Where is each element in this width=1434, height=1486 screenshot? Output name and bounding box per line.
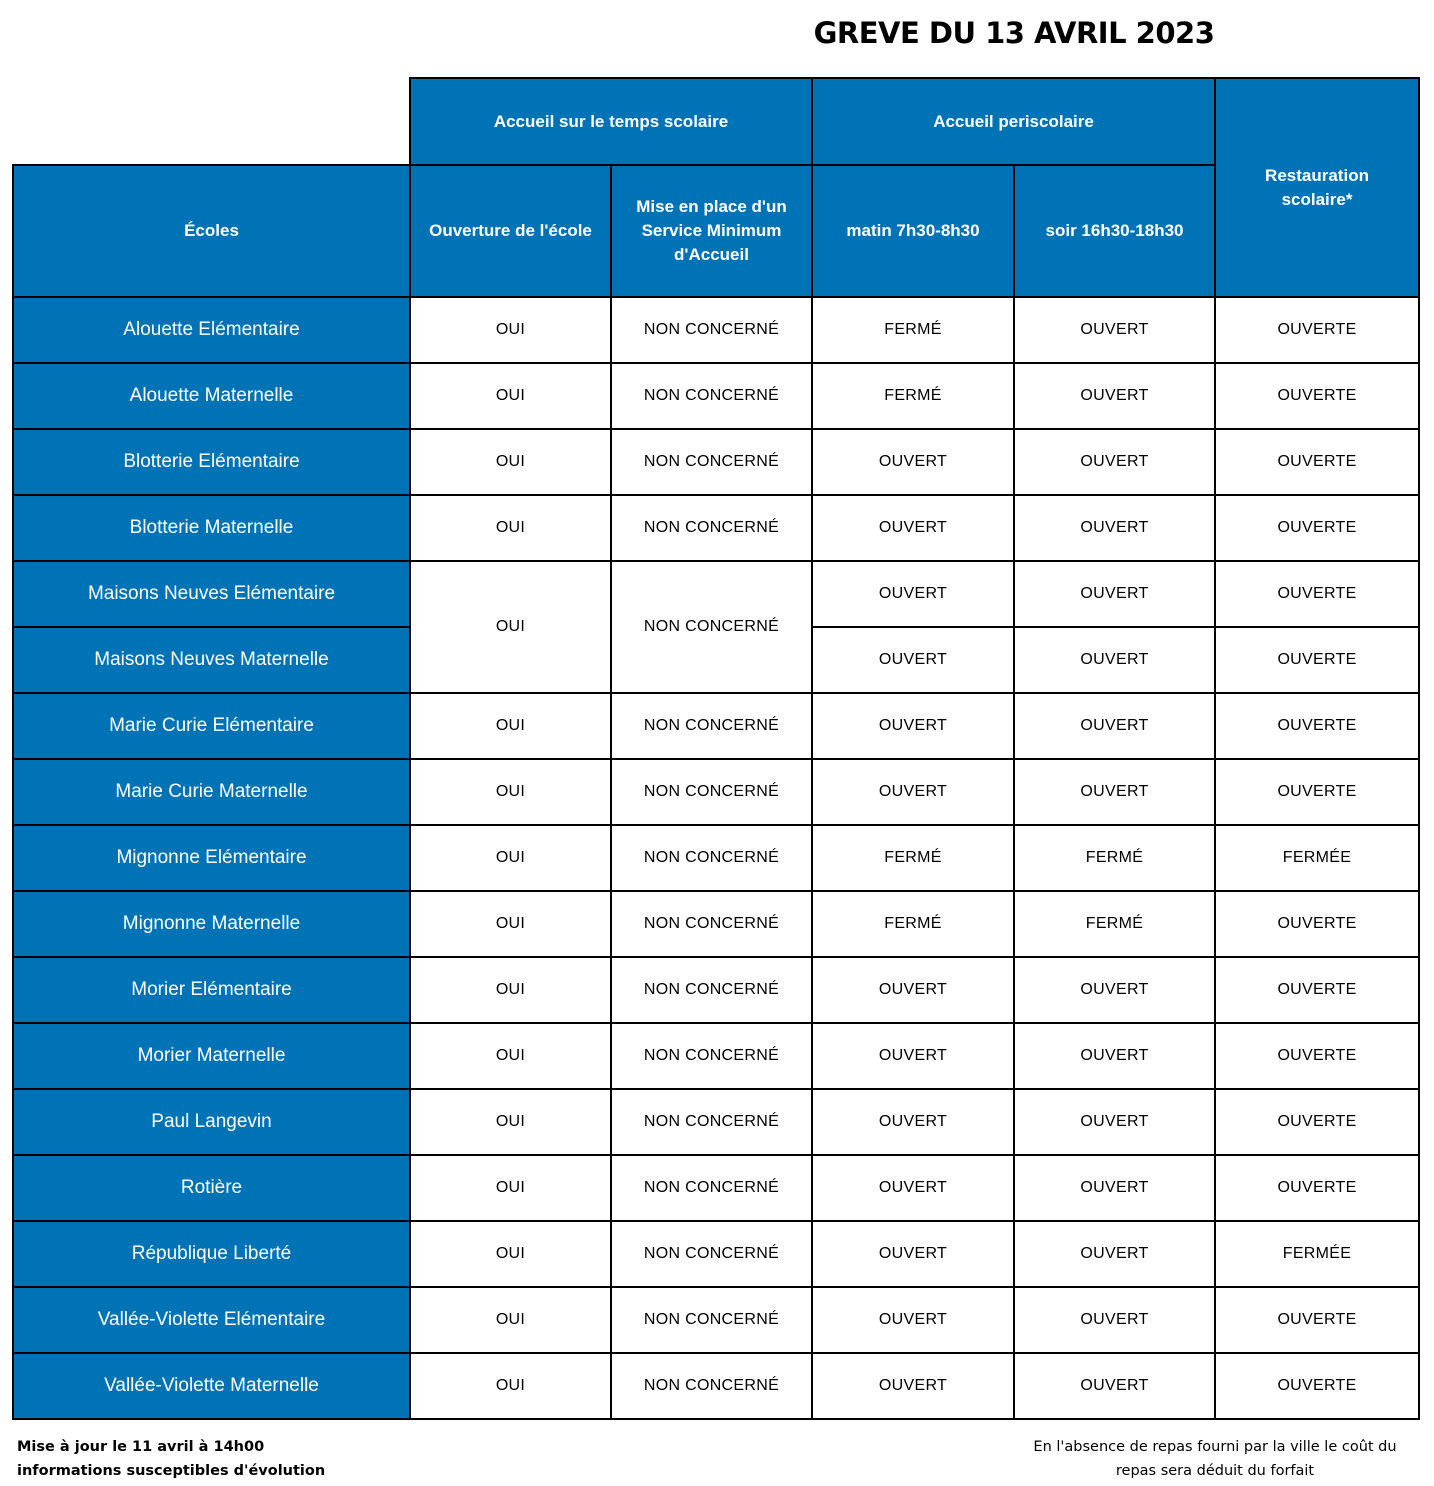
- matin-cell: FERMÉ: [812, 363, 1014, 429]
- ouverture-cell: OUI: [410, 891, 611, 957]
- ouverture-cell: OUI: [410, 825, 611, 891]
- restauration-cell: OUVERTE: [1215, 759, 1419, 825]
- restauration-cell: OUVERTE: [1215, 1023, 1419, 1089]
- service-minimum-cell: NON CONCERNÉ: [611, 561, 812, 693]
- matin-cell: OUVERT: [812, 1353, 1014, 1419]
- header-accueil-scolaire: Accueil sur le temps scolaire: [410, 78, 812, 165]
- restauration-cell: OUVERTE: [1215, 957, 1419, 1023]
- ouverture-cell: OUI: [410, 1155, 611, 1221]
- restauration-cell: OUVERTE: [1215, 363, 1419, 429]
- matin-cell: OUVERT: [812, 1023, 1014, 1089]
- table-row: [13, 1089, 1419, 1155]
- strike-status-table: [12, 77, 1420, 1420]
- school-name: Vallée-Violette Maternelle: [13, 1353, 410, 1419]
- table-row: [13, 957, 1419, 1023]
- table-row: [13, 363, 1419, 429]
- restauration-cell: OUVERTE: [1215, 627, 1419, 693]
- ouverture-cell: OUI: [410, 1287, 611, 1353]
- ouverture-cell: OUI: [410, 297, 611, 363]
- school-name: Mignonne Maternelle: [13, 891, 410, 957]
- matin-cell: OUVERT: [812, 957, 1014, 1023]
- ouverture-cell: OUI: [410, 1023, 611, 1089]
- service-minimum-cell: NON CONCERNÉ: [611, 957, 812, 1023]
- table-row: [13, 561, 1419, 627]
- school-name: Maisons Neuves Maternelle: [13, 627, 410, 693]
- soir-cell: FERMÉ: [1014, 891, 1215, 957]
- soir-cell: OUVERT: [1014, 1221, 1215, 1287]
- table-row: [13, 693, 1419, 759]
- soir-cell: OUVERT: [1014, 1353, 1215, 1419]
- update-date: Mise à jour le 11 avril à 14h00: [17, 1439, 265, 1455]
- table-row: [13, 759, 1419, 825]
- ouverture-cell: OUI: [410, 1221, 611, 1287]
- restauration-cell: OUVERTE: [1215, 1353, 1419, 1419]
- school-name: République Liberté: [13, 1221, 410, 1287]
- matin-cell: OUVERT: [812, 429, 1014, 495]
- soir-cell: OUVERT: [1014, 627, 1215, 693]
- service-minimum-cell: NON CONCERNÉ: [611, 759, 812, 825]
- service-minimum-cell: NON CONCERNÉ: [611, 693, 812, 759]
- matin-cell: OUVERT: [812, 1221, 1014, 1287]
- service-minimum-cell: NON CONCERNÉ: [611, 1353, 812, 1419]
- header-restauration: Restauration scolaire*: [1215, 78, 1419, 297]
- restauration-cell: OUVERTE: [1215, 693, 1419, 759]
- table-row: [13, 1023, 1419, 1089]
- matin-cell: FERMÉ: [812, 825, 1014, 891]
- restauration-cell: OUVERTE: [1215, 297, 1419, 363]
- service-minimum-cell: NON CONCERNÉ: [611, 429, 812, 495]
- ouverture-cell: OUI: [410, 957, 611, 1023]
- soir-cell: FERMÉ: [1014, 825, 1215, 891]
- empty-corner: [13, 78, 410, 165]
- matin-cell: FERMÉ: [812, 891, 1014, 957]
- matin-cell: OUVERT: [812, 1089, 1014, 1155]
- table-row: [13, 1221, 1419, 1287]
- header-service-minimum: Mise en place d'un Service Minimum d'Accueil: [611, 165, 812, 297]
- school-name: Morier Elémentaire: [13, 957, 410, 1023]
- matin-cell: OUVERT: [812, 1287, 1014, 1353]
- school-name: Vallée-Violette Elémentaire: [13, 1287, 410, 1353]
- restauration-cell: FERMÉE: [1215, 1221, 1419, 1287]
- restauration-cell: FERMÉE: [1215, 825, 1419, 891]
- school-name: Mignonne Elémentaire: [13, 825, 410, 891]
- table-row: [13, 429, 1419, 495]
- soir-cell: OUVERT: [1014, 1155, 1215, 1221]
- school-name: Maisons Neuves Elémentaire: [13, 561, 410, 627]
- table-row: [13, 297, 1419, 363]
- table-row: [13, 1155, 1419, 1221]
- service-minimum-cell: NON CONCERNÉ: [611, 1023, 812, 1089]
- ouverture-cell: OUI: [410, 495, 611, 561]
- restauration-cell: OUVERTE: [1215, 495, 1419, 561]
- header-ouverture: Ouverture de l'école: [410, 165, 611, 297]
- soir-cell: OUVERT: [1014, 561, 1215, 627]
- footer-meal-note: En l'absence de repas fourni par la ville le coût du repas sera déduit du forfait: [1033, 1439, 1397, 1479]
- service-minimum-cell: NON CONCERNÉ: [611, 891, 812, 957]
- page-title: GREVE DU 13 AVRIL 2023: [813, 16, 1215, 50]
- school-name: Marie Curie Elémentaire: [13, 693, 410, 759]
- restauration-cell: OUVERTE: [1215, 1155, 1419, 1221]
- restauration-cell: OUVERTE: [1215, 1089, 1419, 1155]
- school-name: Marie Curie Maternelle: [13, 759, 410, 825]
- header-accueil-periscolaire: Accueil periscolaire: [812, 78, 1215, 165]
- service-minimum-cell: NON CONCERNÉ: [611, 363, 812, 429]
- school-name: Alouette Elémentaire: [13, 297, 410, 363]
- school-name: Alouette Maternelle: [13, 363, 410, 429]
- school-name: Morier Maternelle: [13, 1023, 410, 1089]
- school-name: Rotière: [13, 1155, 410, 1221]
- restauration-cell: OUVERTE: [1215, 891, 1419, 957]
- soir-cell: OUVERT: [1014, 1089, 1215, 1155]
- matin-cell: OUVERT: [812, 759, 1014, 825]
- matin-cell: OUVERT: [812, 495, 1014, 561]
- soir-cell: OUVERT: [1014, 297, 1215, 363]
- footer-update-info: [17, 1435, 325, 1483]
- school-name: Blotterie Maternelle: [13, 495, 410, 561]
- ouverture-cell: OUI: [410, 1089, 611, 1155]
- ouverture-cell: OUI: [410, 561, 611, 693]
- soir-cell: OUVERT: [1014, 429, 1215, 495]
- ouverture-cell: OUI: [410, 429, 611, 495]
- soir-cell: OUVERT: [1014, 759, 1215, 825]
- soir-cell: OUVERT: [1014, 495, 1215, 561]
- service-minimum-cell: NON CONCERNÉ: [611, 1287, 812, 1353]
- school-name: Paul Langevin: [13, 1089, 410, 1155]
- soir-cell: OUVERT: [1014, 363, 1215, 429]
- table-row: [13, 1287, 1419, 1353]
- header-matin: matin 7h30-8h30: [812, 165, 1014, 297]
- update-disclaimer: informations susceptibles d'évolution: [17, 1463, 326, 1479]
- service-minimum-cell: NON CONCERNÉ: [611, 1155, 812, 1221]
- service-minimum-cell: NON CONCERNÉ: [611, 1089, 812, 1155]
- service-minimum-cell: NON CONCERNÉ: [611, 297, 812, 363]
- table-row: [13, 825, 1419, 891]
- ouverture-cell: OUI: [410, 363, 611, 429]
- matin-cell: OUVERT: [812, 561, 1014, 627]
- school-name: Blotterie Elémentaire: [13, 429, 410, 495]
- header-ecoles: Écoles: [13, 165, 410, 297]
- ouverture-cell: OUI: [410, 1353, 611, 1419]
- table-row: [13, 891, 1419, 957]
- matin-cell: FERMÉ: [812, 297, 1014, 363]
- service-minimum-cell: NON CONCERNÉ: [611, 495, 812, 561]
- matin-cell: OUVERT: [812, 627, 1014, 693]
- service-minimum-cell: NON CONCERNÉ: [611, 825, 812, 891]
- ouverture-cell: OUI: [410, 759, 611, 825]
- soir-cell: OUVERT: [1014, 1287, 1215, 1353]
- soir-cell: OUVERT: [1014, 693, 1215, 759]
- matin-cell: OUVERT: [812, 1155, 1014, 1221]
- service-minimum-cell: NON CONCERNÉ: [611, 1221, 812, 1287]
- header-soir: soir 16h30-18h30: [1014, 165, 1215, 297]
- table-row: [13, 1353, 1419, 1419]
- matin-cell: OUVERT: [812, 693, 1014, 759]
- soir-cell: OUVERT: [1014, 957, 1215, 1023]
- table-row: [13, 495, 1419, 561]
- restauration-cell: OUVERTE: [1215, 429, 1419, 495]
- soir-cell: OUVERT: [1014, 1023, 1215, 1089]
- ouverture-cell: OUI: [410, 693, 611, 759]
- restauration-cell: OUVERTE: [1215, 1287, 1419, 1353]
- restauration-cell: OUVERTE: [1215, 561, 1419, 627]
